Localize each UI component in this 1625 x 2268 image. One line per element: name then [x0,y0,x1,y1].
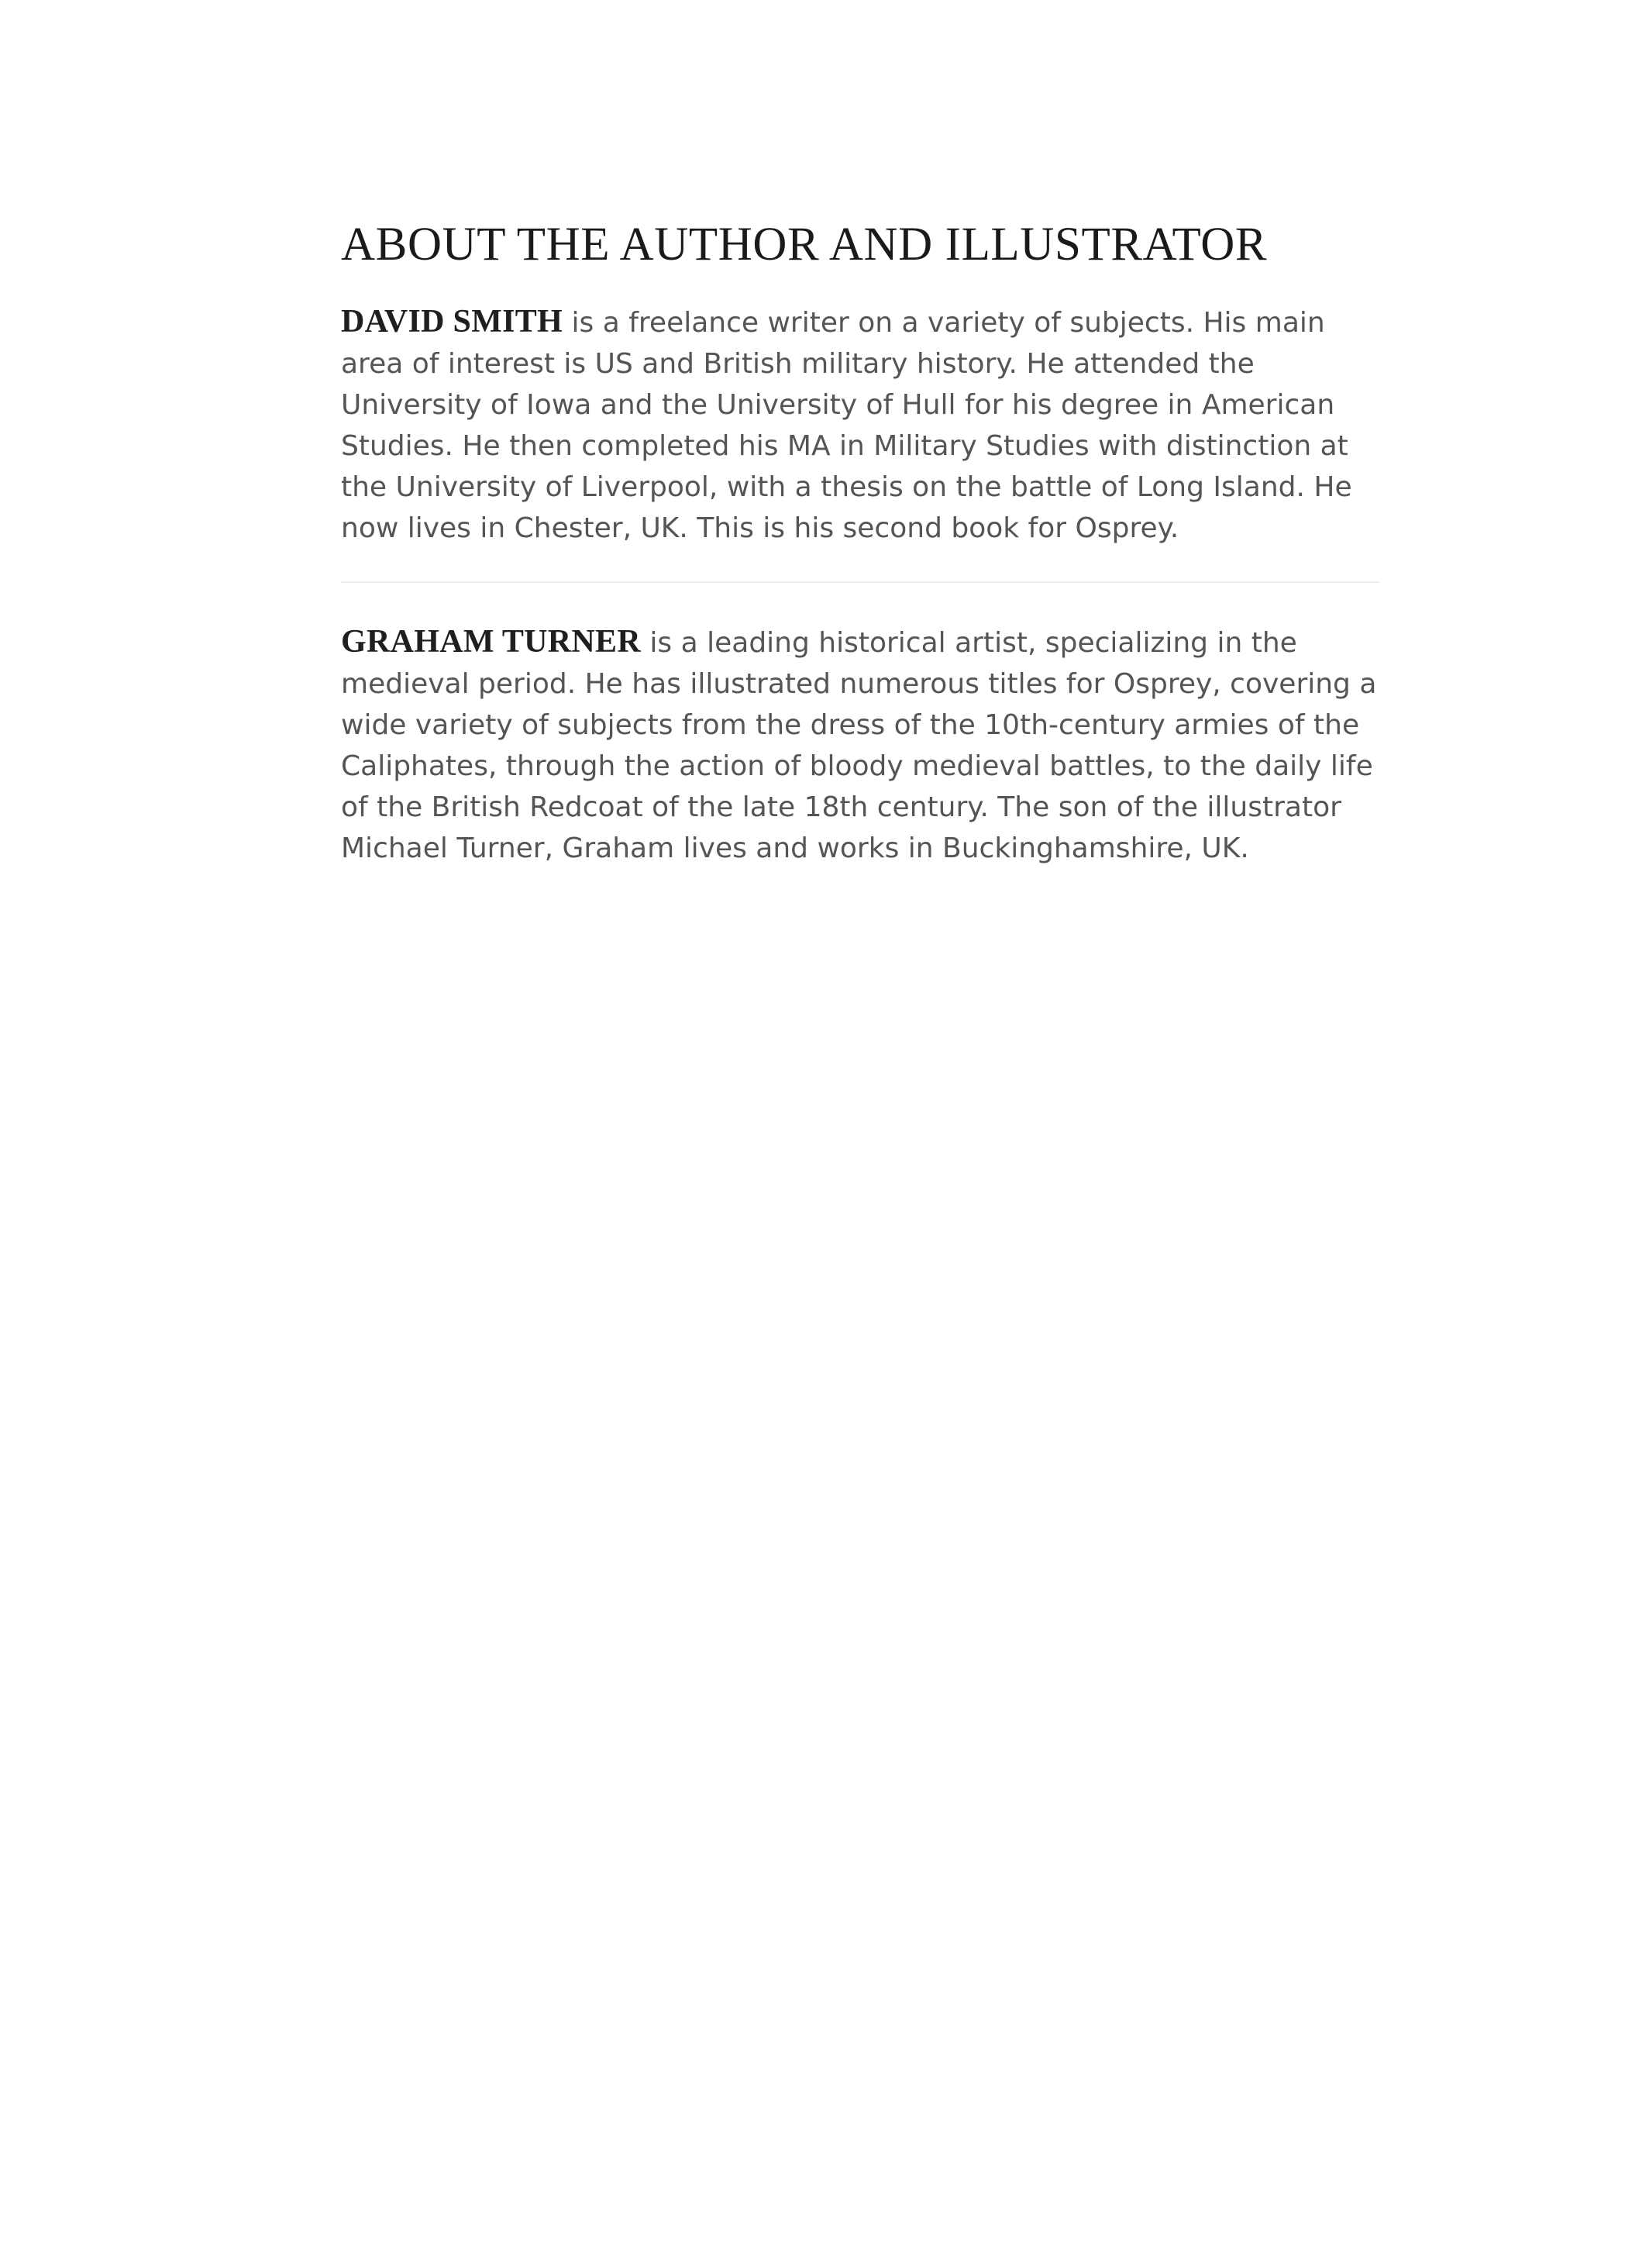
illustrator-bio [341,622,1387,869]
illustrator-bio-text: is a leading historical artist, specializing in the medieval period. He has illustrated numerous titles for Osprey, covering a wide variety of subjects from the dress of the 10th-century armies of the Caliphates, through the action of bloody medieval battles, to the daily life of the British Redcoat of the late 18th century. The son of the illustrator Michael Turner, Graham lives and works in Buckinghamshire, UK. [341,627,1377,865]
author-bio-text: is a freelance writer on a variety of subjects. His main area of interest is US and British military history. He attended the University of Iowa and the University of Hull for his degree in American Studies. He then completed his MA in Military Studies with distinction at the University of Liverpool, with a thesis on the battle of Long Island. He now lives in Chester, UK. This is his second book for Osprey. [341,307,1352,545]
illustrator-name: GRAHAM TURNER [341,624,641,660]
author-bio [341,302,1387,549]
page-title: ABOUT THE AUTHOR AND ILLUSTRATOR [341,219,1268,271]
author-name: DAVID SMITH [341,304,563,340]
about-section [341,219,1387,869]
section-divider [341,581,1379,583]
